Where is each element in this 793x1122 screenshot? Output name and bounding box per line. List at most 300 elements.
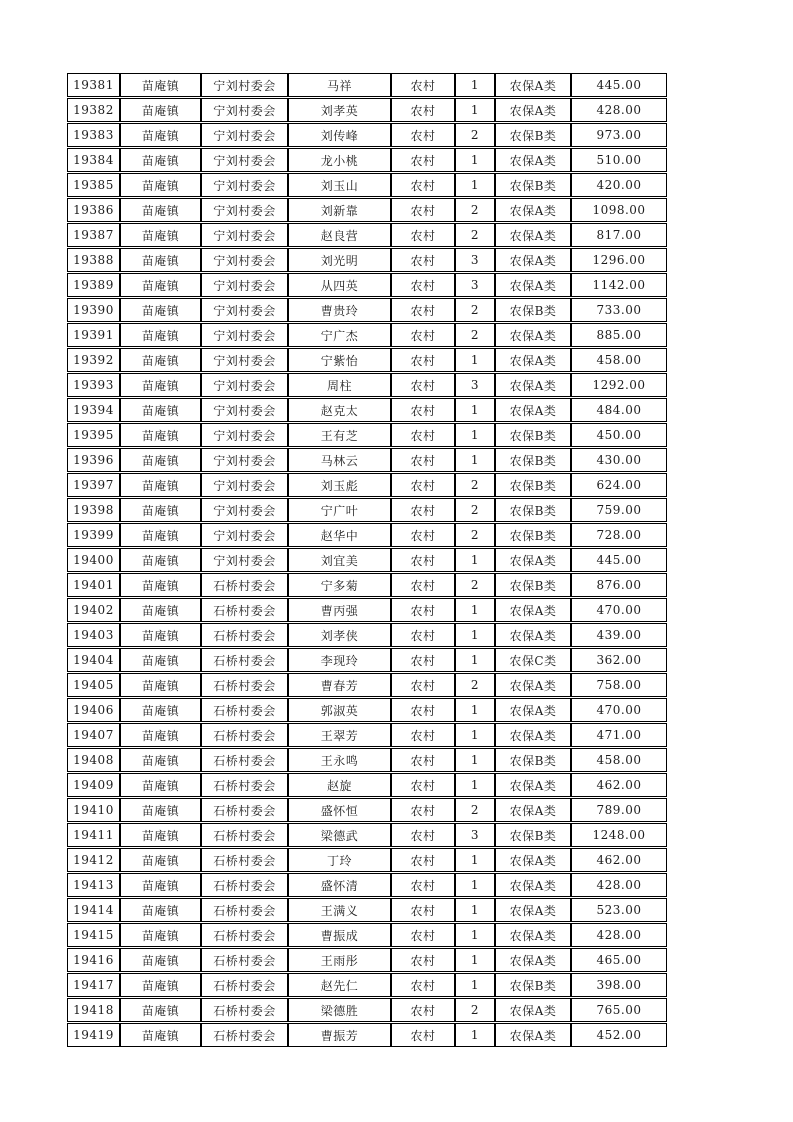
table-cell: 农保A类 — [495, 148, 571, 172]
table-cell: 农保A类 — [495, 373, 571, 397]
table-row — [67, 498, 667, 522]
table-cell: 苗庵镇 — [120, 723, 201, 747]
table-cell: 石桥村委会 — [201, 873, 288, 897]
table-cell: 石桥村委会 — [201, 973, 288, 997]
table-cell: 农保A类 — [495, 673, 571, 697]
table-cell: 曹振芳 — [288, 1023, 391, 1047]
table-cell: 苗庵镇 — [120, 148, 201, 172]
table-cell: 农保A类 — [495, 873, 571, 897]
table-cell: 农村 — [391, 1023, 455, 1047]
table-cell: 梁德武 — [288, 823, 391, 847]
table-cell: 农村 — [391, 98, 455, 122]
table-cell: 19417 — [67, 973, 120, 997]
table-cell: 农村 — [391, 398, 455, 422]
table-cell: 2 — [455, 673, 495, 697]
table-cell: 马祥 — [288, 73, 391, 97]
table-cell: 苗庵镇 — [120, 423, 201, 447]
table-cell: 农保A类 — [495, 398, 571, 422]
table-row — [67, 98, 667, 122]
table-cell: 苗庵镇 — [120, 798, 201, 822]
table-cell: 农村 — [391, 723, 455, 747]
table-row — [67, 798, 667, 822]
table-cell: 1142.00 — [571, 273, 667, 297]
table-row — [67, 73, 667, 97]
table-cell: 农村 — [391, 473, 455, 497]
table-cell: 龙小桃 — [288, 148, 391, 172]
table-cell: 农村 — [391, 573, 455, 597]
table-cell: 农保A类 — [495, 198, 571, 222]
table-cell: 农村 — [391, 248, 455, 272]
table-cell: 462.00 — [571, 848, 667, 872]
table-cell: 苗庵镇 — [120, 748, 201, 772]
table-cell: 苗庵镇 — [120, 898, 201, 922]
table-cell: 3 — [455, 823, 495, 847]
table-cell: 19409 — [67, 773, 120, 797]
table-cell: 789.00 — [571, 798, 667, 822]
table-cell: 470.00 — [571, 598, 667, 622]
table-cell: 苗庵镇 — [120, 223, 201, 247]
table-cell: 苗庵镇 — [120, 273, 201, 297]
table-cell: 盛怀恒 — [288, 798, 391, 822]
table-cell: 19381 — [67, 73, 120, 97]
table-cell: 盛怀清 — [288, 873, 391, 897]
table-cell: 733.00 — [571, 298, 667, 322]
table-cell: 宁刘村委会 — [201, 323, 288, 347]
table-cell: 苗庵镇 — [120, 648, 201, 672]
table-cell: 1 — [455, 548, 495, 572]
table-cell: 农保A类 — [495, 323, 571, 347]
table-cell: 农村 — [391, 148, 455, 172]
table-cell: 农村 — [391, 498, 455, 522]
payment-roster-table-body — [67, 73, 667, 1047]
table-cell: 3 — [455, 373, 495, 397]
table-cell: 苗庵镇 — [120, 598, 201, 622]
table-cell: 李现玲 — [288, 648, 391, 672]
table-cell: 1 — [455, 723, 495, 747]
table-cell: 458.00 — [571, 748, 667, 772]
table-cell: 宁紫怡 — [288, 348, 391, 372]
table-cell: 宁刘村委会 — [201, 273, 288, 297]
table-cell: 石桥村委会 — [201, 598, 288, 622]
table-cell: 1 — [455, 173, 495, 197]
table-cell: 19411 — [67, 823, 120, 847]
table-cell: 农保B类 — [495, 173, 571, 197]
table-cell: 农村 — [391, 623, 455, 647]
table-cell: 马林云 — [288, 448, 391, 472]
table-cell: 1 — [455, 773, 495, 797]
table-cell: 农村 — [391, 898, 455, 922]
table-cell: 19386 — [67, 198, 120, 222]
table-cell: 农保A类 — [495, 348, 571, 372]
table-cell: 农村 — [391, 973, 455, 997]
table-cell: 农保A类 — [495, 273, 571, 297]
table-cell: 1 — [455, 973, 495, 997]
table-cell: 农村 — [391, 323, 455, 347]
table-cell: 农保A类 — [495, 1023, 571, 1047]
table-cell: 19399 — [67, 523, 120, 547]
table-cell: 农村 — [391, 998, 455, 1022]
table-cell: 885.00 — [571, 323, 667, 347]
table-cell: 农保A类 — [495, 598, 571, 622]
table-cell: 462.00 — [571, 773, 667, 797]
table-cell: 宁刘村委会 — [201, 148, 288, 172]
table-row — [67, 323, 667, 347]
table-cell: 19407 — [67, 723, 120, 747]
table-cell: 石桥村委会 — [201, 673, 288, 697]
table-cell: 765.00 — [571, 998, 667, 1022]
table-cell: 农保B类 — [495, 573, 571, 597]
table-cell: 农村 — [391, 523, 455, 547]
table-cell: 19382 — [67, 98, 120, 122]
table-cell: 19406 — [67, 698, 120, 722]
table-cell: 宁刘村委会 — [201, 298, 288, 322]
table-cell: 宁刘村委会 — [201, 373, 288, 397]
table-cell: 宁刘村委会 — [201, 223, 288, 247]
table-cell: 石桥村委会 — [201, 848, 288, 872]
table-cell: 19398 — [67, 498, 120, 522]
table-cell: 宁刘村委会 — [201, 498, 288, 522]
table-cell: 19414 — [67, 898, 120, 922]
table-cell: 石桥村委会 — [201, 998, 288, 1022]
table-cell: 苗庵镇 — [120, 548, 201, 572]
table-cell: 759.00 — [571, 498, 667, 522]
table-cell: 刘传峰 — [288, 123, 391, 147]
table-cell: 1296.00 — [571, 248, 667, 272]
table-cell: 19408 — [67, 748, 120, 772]
table-row — [67, 198, 667, 222]
table-row — [67, 723, 667, 747]
table-cell: 宁刘村委会 — [201, 198, 288, 222]
table-cell: 苗庵镇 — [120, 298, 201, 322]
table-cell: 1 — [455, 848, 495, 872]
table-cell: 1292.00 — [571, 373, 667, 397]
table-cell: 农保C类 — [495, 648, 571, 672]
table-row — [67, 698, 667, 722]
table-cell: 876.00 — [571, 573, 667, 597]
table-cell: 439.00 — [571, 623, 667, 647]
table-cell: 19396 — [67, 448, 120, 472]
table-cell: 石桥村委会 — [201, 573, 288, 597]
table-cell: 农村 — [391, 273, 455, 297]
table-cell: 石桥村委会 — [201, 798, 288, 822]
table-cell: 苗庵镇 — [120, 248, 201, 272]
table-cell: 510.00 — [571, 148, 667, 172]
table-cell: 苗庵镇 — [120, 923, 201, 947]
table-cell: 农村 — [391, 298, 455, 322]
table-cell: 1 — [455, 898, 495, 922]
table-cell: 农村 — [391, 823, 455, 847]
table-cell: 1 — [455, 148, 495, 172]
table-row — [67, 173, 667, 197]
table-cell: 农村 — [391, 373, 455, 397]
table-row — [67, 823, 667, 847]
table-cell: 丁玲 — [288, 848, 391, 872]
table-cell: 19384 — [67, 148, 120, 172]
table-cell: 刘新靠 — [288, 198, 391, 222]
table-cell: 3 — [455, 273, 495, 297]
table-cell: 19403 — [67, 623, 120, 647]
table-cell: 19418 — [67, 998, 120, 1022]
table-cell: 19393 — [67, 373, 120, 397]
table-cell: 刘玉彪 — [288, 473, 391, 497]
table-cell: 农村 — [391, 598, 455, 622]
table-cell: 1 — [455, 398, 495, 422]
table-cell: 农保A类 — [495, 548, 571, 572]
table-cell: 农保A类 — [495, 248, 571, 272]
table-cell: 3 — [455, 248, 495, 272]
table-row — [67, 523, 667, 547]
table-cell: 1 — [455, 348, 495, 372]
table-cell: 宁多菊 — [288, 573, 391, 597]
table-cell: 19401 — [67, 573, 120, 597]
table-cell: 362.00 — [571, 648, 667, 672]
table-row — [67, 398, 667, 422]
table-cell: 19395 — [67, 423, 120, 447]
table-cell: 19397 — [67, 473, 120, 497]
table-cell: 2 — [455, 998, 495, 1022]
table-cell: 19402 — [67, 598, 120, 622]
table-cell: 428.00 — [571, 873, 667, 897]
table-cell: 2 — [455, 498, 495, 522]
table-cell: 2 — [455, 298, 495, 322]
table-cell: 农村 — [391, 123, 455, 147]
table-row — [67, 123, 667, 147]
table-cell: 465.00 — [571, 948, 667, 972]
table-cell: 刘光明 — [288, 248, 391, 272]
table-row — [67, 298, 667, 322]
table-cell: 苗庵镇 — [120, 948, 201, 972]
table-cell: 宁刘村委会 — [201, 448, 288, 472]
table-cell: 苗庵镇 — [120, 98, 201, 122]
table-cell: 苗庵镇 — [120, 673, 201, 697]
table-cell: 苗庵镇 — [120, 348, 201, 372]
table-cell: 19416 — [67, 948, 120, 972]
table-cell: 1 — [455, 923, 495, 947]
table-cell: 曹贵玲 — [288, 298, 391, 322]
table-row — [67, 873, 667, 897]
table-cell: 宁刘村委会 — [201, 348, 288, 372]
table-cell: 石桥村委会 — [201, 698, 288, 722]
table-cell: 苗庵镇 — [120, 1023, 201, 1047]
table-cell: 曹丙强 — [288, 598, 391, 622]
table-cell: 1 — [455, 873, 495, 897]
table-cell: 赵先仁 — [288, 973, 391, 997]
table-row — [67, 848, 667, 872]
table-cell: 19413 — [67, 873, 120, 897]
table-cell: 石桥村委会 — [201, 1023, 288, 1047]
table-cell: 农保B类 — [495, 498, 571, 522]
table-cell: 农保A类 — [495, 623, 571, 647]
table-row — [67, 648, 667, 672]
table-cell: 445.00 — [571, 548, 667, 572]
table-cell: 农保A类 — [495, 773, 571, 797]
table-cell: 刘宜美 — [288, 548, 391, 572]
table-cell: 2 — [455, 573, 495, 597]
table-cell: 农村 — [391, 798, 455, 822]
table-cell: 农保B类 — [495, 123, 571, 147]
table-row — [67, 898, 667, 922]
table-cell: 430.00 — [571, 448, 667, 472]
table-cell: 从四英 — [288, 273, 391, 297]
table-cell: 宁刘村委会 — [201, 398, 288, 422]
table-row — [67, 973, 667, 997]
table-cell: 817.00 — [571, 223, 667, 247]
table-cell: 农村 — [391, 748, 455, 772]
table-cell: 1 — [455, 598, 495, 622]
table-cell: 471.00 — [571, 723, 667, 747]
table-cell: 农保A类 — [495, 998, 571, 1022]
table-cell: 石桥村委会 — [201, 723, 288, 747]
table-cell: 19383 — [67, 123, 120, 147]
table-cell: 宁刘村委会 — [201, 73, 288, 97]
table-cell: 苗庵镇 — [120, 523, 201, 547]
table-cell: 宁刘村委会 — [201, 473, 288, 497]
table-cell: 农保A类 — [495, 223, 571, 247]
table-cell: 2 — [455, 123, 495, 147]
table-row — [67, 773, 667, 797]
table-cell: 19405 — [67, 673, 120, 697]
table-row — [67, 998, 667, 1022]
table-cell: 1 — [455, 98, 495, 122]
table-cell: 苗庵镇 — [120, 848, 201, 872]
table-cell: 苗庵镇 — [120, 73, 201, 97]
table-cell: 农村 — [391, 448, 455, 472]
table-cell: 宁刘村委会 — [201, 548, 288, 572]
table-cell: 农村 — [391, 648, 455, 672]
table-cell: 19390 — [67, 298, 120, 322]
table-cell: 1 — [455, 73, 495, 97]
table-cell: 苗庵镇 — [120, 323, 201, 347]
table-cell: 石桥村委会 — [201, 823, 288, 847]
table-cell: 398.00 — [571, 973, 667, 997]
table-cell: 农保B类 — [495, 473, 571, 497]
table-cell: 农村 — [391, 223, 455, 247]
table-cell: 1 — [455, 423, 495, 447]
table-row — [67, 923, 667, 947]
table-cell: 农保A类 — [495, 948, 571, 972]
table-cell: 赵克太 — [288, 398, 391, 422]
table-row — [67, 548, 667, 572]
table-row — [67, 448, 667, 472]
table-cell: 王满义 — [288, 898, 391, 922]
table-cell: 2 — [455, 473, 495, 497]
table-cell: 624.00 — [571, 473, 667, 497]
table-cell: 2 — [455, 223, 495, 247]
table-cell: 宁刘村委会 — [201, 523, 288, 547]
table-cell: 宁广杰 — [288, 323, 391, 347]
table-cell: 农村 — [391, 348, 455, 372]
table-cell: 农村 — [391, 423, 455, 447]
table-cell: 19388 — [67, 248, 120, 272]
table-cell: 19394 — [67, 398, 120, 422]
table-cell: 452.00 — [571, 1023, 667, 1047]
table-cell: 王有芝 — [288, 423, 391, 447]
table-cell: 苗庵镇 — [120, 773, 201, 797]
table-cell: 苗庵镇 — [120, 573, 201, 597]
table-cell: 石桥村委会 — [201, 748, 288, 772]
table-row — [67, 348, 667, 372]
table-cell: 728.00 — [571, 523, 667, 547]
table-cell: 苗庵镇 — [120, 373, 201, 397]
table-cell: 农保A类 — [495, 848, 571, 872]
table-row — [67, 373, 667, 397]
table-cell: 石桥村委会 — [201, 898, 288, 922]
table-cell: 曹春芳 — [288, 673, 391, 697]
table-cell: 宁广叶 — [288, 498, 391, 522]
table-cell: 19404 — [67, 648, 120, 672]
table-cell: 2 — [455, 523, 495, 547]
table-row — [67, 948, 667, 972]
table-cell: 苗庵镇 — [120, 498, 201, 522]
table-cell: 农村 — [391, 673, 455, 697]
table-row — [67, 223, 667, 247]
table-cell: 农村 — [391, 198, 455, 222]
table-cell: 农村 — [391, 173, 455, 197]
table-cell: 农村 — [391, 948, 455, 972]
table-cell: 赵良营 — [288, 223, 391, 247]
table-cell: 郭淑英 — [288, 698, 391, 722]
table-cell: 19415 — [67, 923, 120, 947]
table-cell: 石桥村委会 — [201, 623, 288, 647]
table-cell: 1 — [455, 448, 495, 472]
table-cell: 428.00 — [571, 98, 667, 122]
table-cell: 1 — [455, 748, 495, 772]
table-row — [67, 573, 667, 597]
table-cell: 农保A类 — [495, 898, 571, 922]
table-cell: 石桥村委会 — [201, 648, 288, 672]
table-cell: 农保B类 — [495, 423, 571, 447]
table-cell: 苗庵镇 — [120, 198, 201, 222]
table-cell: 宁刘村委会 — [201, 248, 288, 272]
table-cell: 农保B类 — [495, 523, 571, 547]
table-cell: 赵华中 — [288, 523, 391, 547]
table-cell: 农村 — [391, 548, 455, 572]
table-cell: 宁刘村委会 — [201, 123, 288, 147]
table-cell: 农村 — [391, 73, 455, 97]
table-cell: 19400 — [67, 548, 120, 572]
table-cell: 石桥村委会 — [201, 923, 288, 947]
table-cell: 农村 — [391, 848, 455, 872]
table-cell: 农保A类 — [495, 923, 571, 947]
payment-roster-table — [67, 72, 667, 1048]
table-cell: 刘孝侠 — [288, 623, 391, 647]
table-cell: 农村 — [391, 923, 455, 947]
table-cell: 428.00 — [571, 923, 667, 947]
table-cell: 445.00 — [571, 73, 667, 97]
table-cell: 19392 — [67, 348, 120, 372]
table-cell: 19391 — [67, 323, 120, 347]
table-cell: 苗庵镇 — [120, 823, 201, 847]
table-row — [67, 673, 667, 697]
table-cell: 刘孝英 — [288, 98, 391, 122]
table-cell: 苗庵镇 — [120, 173, 201, 197]
table-cell: 周柱 — [288, 373, 391, 397]
table-cell: 19410 — [67, 798, 120, 822]
table-cell: 19387 — [67, 223, 120, 247]
table-cell: 2 — [455, 323, 495, 347]
table-cell: 470.00 — [571, 698, 667, 722]
table-cell: 石桥村委会 — [201, 948, 288, 972]
table-cell: 19412 — [67, 848, 120, 872]
table-cell: 农保A类 — [495, 723, 571, 747]
table-cell: 农村 — [391, 773, 455, 797]
table-cell: 973.00 — [571, 123, 667, 147]
table-row — [67, 423, 667, 447]
table-cell: 农保B类 — [495, 973, 571, 997]
table-cell: 1248.00 — [571, 823, 667, 847]
table-cell: 农保A类 — [495, 98, 571, 122]
table-cell: 农保B类 — [495, 298, 571, 322]
